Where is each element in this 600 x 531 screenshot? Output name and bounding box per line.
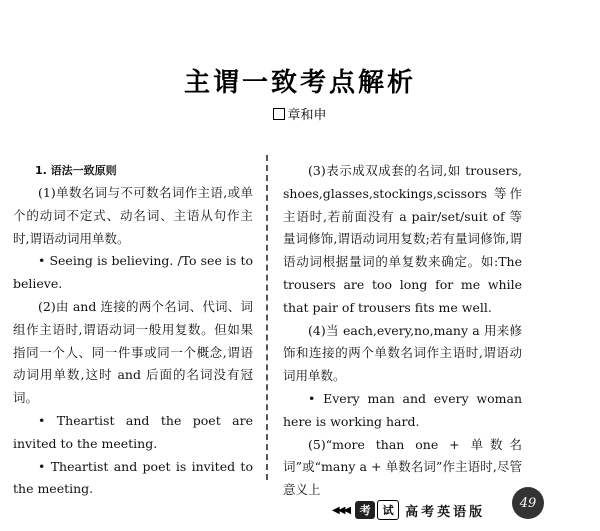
author-line [0,104,600,123]
example-sentence: • Theartist and the poet are invited to the meeting. [13,412,253,451]
section-heading: 1. 语法一致原则 [35,164,117,177]
paragraph: (3)表示成双成套的名词,如 trousers, shoes,glasses,stockings,scissors 等作主语时,若前面没有 a pair/set/suit of 等量词修饰,谓语动词用复数;若有量词修饰,谓语动词根据量词的单复数来确定。如:The trousers are too long for me while that pair of trousers fits me well. [283,163,522,315]
author-box-icon [273,108,285,120]
badge-exam: 考 [355,501,375,519]
article-title: 主谓一致考点解析 [183,68,416,98]
paragraph: (4)当 each,every,no,many a 用来修饰和连接的两个单数名词作主语时,谓语动词用单数。 [283,322,522,384]
badge-test: 试 [377,500,399,520]
publication-label: 高考英语版 [405,504,486,520]
arrows-icon: ◀◀◀ [332,504,350,516]
left-column [13,160,253,501]
column-divider [266,155,268,480]
right-column [283,160,522,502]
example-sentence: • Theartist and poet is invited to the meeting. [13,458,253,497]
paragraph: (2)由 and 连接的两个名词、代词、词组作主语时,谓语动词一般用复数。但如果指同一个人、同一件事或同一个概念,谓语动词用单数,这时 and 后面的名词没有冠词。 [13,298,253,406]
footer-bar [332,500,512,520]
example-sentence: • Every man and every woman here is working hard. [283,390,522,429]
author-name: 章和申 [287,108,327,123]
example-sentence: • Seeing is believing. /To see is to believe. [13,253,253,292]
paragraph: (1)单数名词与不可数名词作主语,或单个的动词不定式、动名词、主语从句作主时,谓语动词用单数。 [13,185,253,246]
paragraph: (5)“more than one + 单数名词”或“many a + 单数名词”作主语时,尽管意义上 [283,436,522,498]
page-number: 49 [512,487,544,519]
